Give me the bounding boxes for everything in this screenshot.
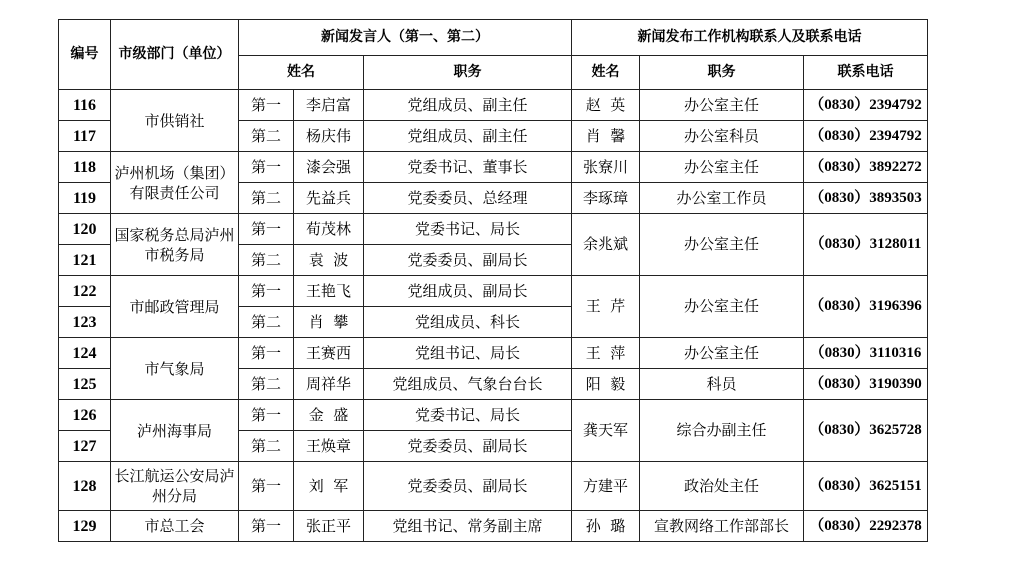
spokes-title: 党委书记、局长 [364,214,572,245]
spokes-title: 党组书记、局长 [364,338,572,369]
row-number: 125 [59,369,111,400]
table-row [59,152,928,183]
contact-name: 李琢璋 [572,183,640,214]
spokes-name: 荀茂林 [294,214,364,245]
contact-title: 办公室主任 [640,90,804,121]
header-sp-name: 姓名 [239,56,364,90]
spokes-name: 周祥华 [294,369,364,400]
dept-cell: 泸州海事局 [111,400,239,462]
contact-title: 办公室主任 [640,338,804,369]
spokes-title: 党组书记、常务副主席 [364,511,572,542]
contact-title: 办公室主任 [640,276,804,338]
contact-title: 政治处主任 [640,462,804,511]
spokes-order: 第二 [239,369,294,400]
contact-phone: （0830）3196396 [804,276,928,338]
contact-name: 肖 馨 [572,121,640,152]
spokes-name: 王艳飞 [294,276,364,307]
spokes-name: 王赛西 [294,338,364,369]
spokes-name: 王焕章 [294,431,364,462]
spokes-name: 金 盛 [294,400,364,431]
spokes-order: 第二 [239,431,294,462]
contact-title: 科员 [640,369,804,400]
row-number: 117 [59,121,111,152]
contact-phone: （0830）3110316 [804,338,928,369]
spokes-name: 李启富 [294,90,364,121]
contact-name: 龚天军 [572,400,640,462]
row-number: 127 [59,431,111,462]
header-dept: 市级部门（单位） [111,20,239,90]
table-row [59,214,928,245]
spokes-title: 党组成员、副主任 [364,121,572,152]
header-ct-title: 职务 [640,56,804,90]
spokes-order: 第一 [239,214,294,245]
contact-phone: （0830）3893503 [804,183,928,214]
contact-phone: （0830）3190390 [804,369,928,400]
contact-title: 办公室主任 [640,152,804,183]
spokes-title: 党委书记、董事长 [364,152,572,183]
spokes-title: 党组成员、科长 [364,307,572,338]
contact-title: 办公室主任 [640,214,804,276]
contact-phone: （0830）3625151 [804,462,928,511]
contact-phone: （0830）2394792 [804,90,928,121]
contact-name: 余兆斌 [572,214,640,276]
contact-title: 办公室科员 [640,121,804,152]
spokes-name: 漆会强 [294,152,364,183]
header-ct-phone: 联系电话 [804,56,928,90]
spokes-title: 党委委员、副局长 [364,431,572,462]
header-sp-title: 职务 [364,56,572,90]
contact-phone: （0830）3128011 [804,214,928,276]
row-number: 116 [59,90,111,121]
contact-name: 孙 璐 [572,511,640,542]
dept-cell: 长江航运公安局泸州分局 [111,462,239,511]
spokes-name: 张正平 [294,511,364,542]
spokes-name: 先益兵 [294,183,364,214]
spokes-title: 党委委员、副局长 [364,245,572,276]
header-spokesperson: 新闻发言人（第一、第二） [239,20,572,56]
row-number: 124 [59,338,111,369]
spokes-order: 第一 [239,276,294,307]
dept-cell: 市气象局 [111,338,239,400]
contact-phone: （0830）3625728 [804,400,928,462]
spokes-order: 第一 [239,511,294,542]
contact-title: 宣教网络工作部部长 [640,511,804,542]
spokes-name: 杨庆伟 [294,121,364,152]
spokes-title: 党委委员、副局长 [364,462,572,511]
header-num: 编号 [59,20,111,90]
contact-phone: （0830）3892272 [804,152,928,183]
spokes-title: 党委委员、总经理 [364,183,572,214]
dept-cell: 市总工会 [111,511,239,542]
spokes-order: 第一 [239,338,294,369]
contact-phone: （0830）2394792 [804,121,928,152]
dept-cell: 泸州机场（集团）有限责任公司 [111,152,239,214]
table-row [59,400,928,431]
contact-name: 方建平 [572,462,640,511]
dept-cell: 市邮政管理局 [111,276,239,338]
spokes-order: 第一 [239,90,294,121]
contact-name: 赵 英 [572,90,640,121]
contact-name: 张寮川 [572,152,640,183]
dept-cell: 国家税务总局泸州市税务局 [111,214,239,276]
contact-name: 阳 毅 [572,369,640,400]
contact-phone: （0830）2292378 [804,511,928,542]
contact-title: 综合办副主任 [640,400,804,462]
spokes-order: 第二 [239,121,294,152]
spokes-title: 党委书记、局长 [364,400,572,431]
row-number: 122 [59,276,111,307]
header-contact: 新闻发布工作机构联系人及联系电话 [572,20,928,56]
table-row [59,276,928,307]
row-number: 123 [59,307,111,338]
spokes-order: 第一 [239,152,294,183]
contact-title: 办公室工作员 [640,183,804,214]
row-number: 121 [59,245,111,276]
spokes-order: 第二 [239,245,294,276]
row-number: 118 [59,152,111,183]
dept-cell: 市供销社 [111,90,239,152]
row-number: 126 [59,400,111,431]
row-number: 128 [59,462,111,511]
spokes-title: 党组成员、气象台台长 [364,369,572,400]
header-ct-name: 姓名 [572,56,640,90]
spokes-title: 党组成员、副局长 [364,276,572,307]
spokes-name: 袁 波 [294,245,364,276]
row-number: 119 [59,183,111,214]
row-number: 120 [59,214,111,245]
spokes-order: 第二 [239,183,294,214]
row-number: 129 [59,511,111,542]
table-row [59,338,928,369]
spokes-name: 肖 攀 [294,307,364,338]
spokes-title: 党组成员、副主任 [364,90,572,121]
contact-name: 王 萍 [572,338,640,369]
spokes-order: 第一 [239,462,294,511]
table-row [59,511,928,542]
spokes-order: 第二 [239,307,294,338]
table-row [59,462,928,511]
table-row [59,90,928,121]
spokes-order: 第一 [239,400,294,431]
spokesperson-table [58,19,928,542]
contact-name: 王 芹 [572,276,640,338]
spokes-name: 刘 军 [294,462,364,511]
